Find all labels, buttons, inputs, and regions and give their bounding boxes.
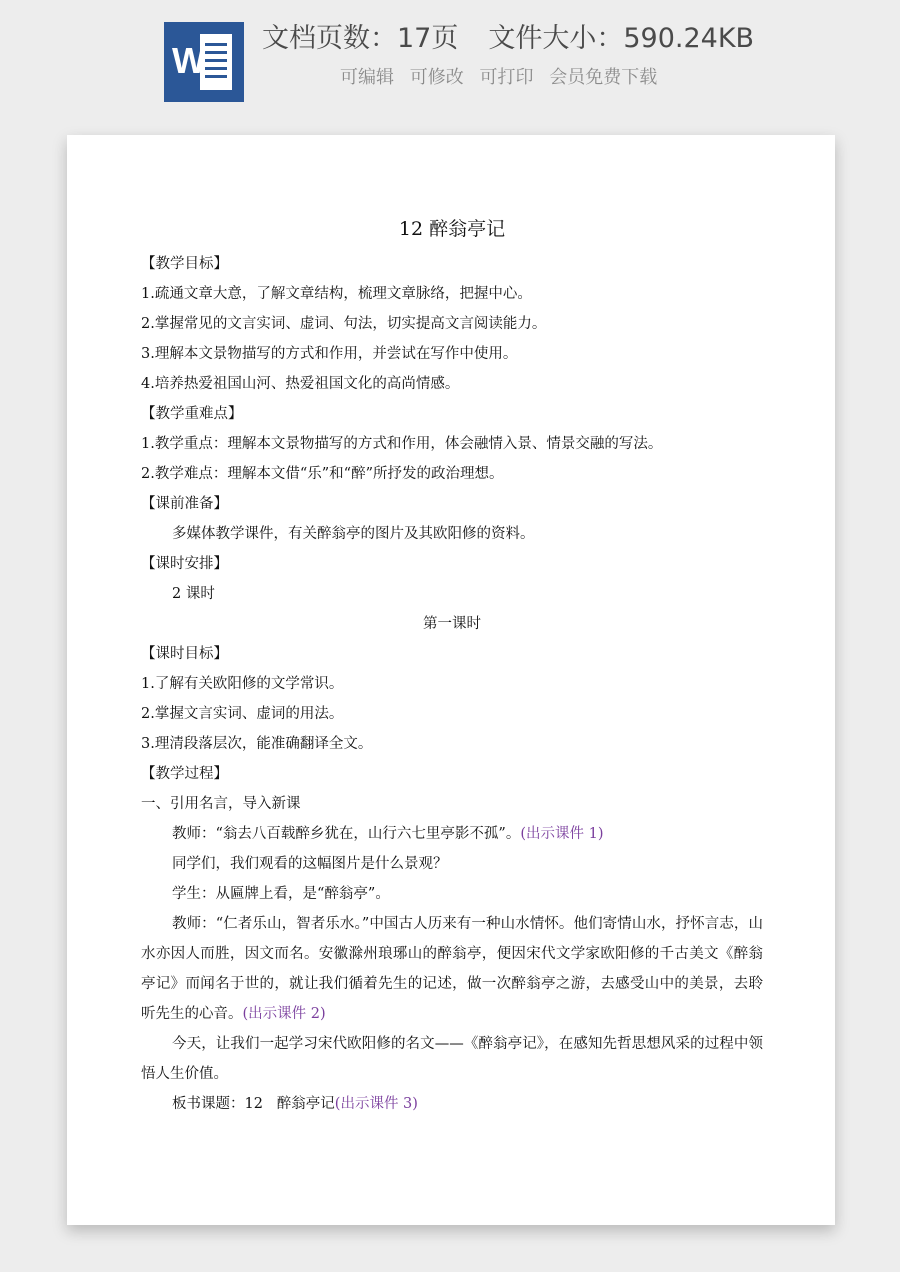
- word-document-icon: [164, 22, 244, 102]
- page-count-label: 文档页数：17页: [262, 23, 459, 54]
- lesson-goal-item: 1.了解有关欧阳修的文学常识。: [141, 676, 344, 692]
- section-heading-lesson-goals: 【课时目标】: [141, 646, 228, 662]
- section-heading-preparation: 【课前准备】: [141, 496, 228, 512]
- feature-modifiable: 可修改: [409, 67, 464, 88]
- goal-item: 1.疏通文章大意，了解文章结构，梳理文章脉络，把握中心。: [141, 286, 532, 302]
- paragraph-text: 今天，让我们一起学习宋代欧阳修的名文——《醉翁亭记》，在感知先哲思想风采的过程中领悟人生价值。: [141, 1036, 763, 1082]
- preparation-text: 多媒体教学课件，有关醉翁亭的图片及其欧阳修的资料。: [172, 526, 535, 542]
- paragraph: [141, 1029, 763, 1089]
- courseware-note: (出示课件 1): [520, 826, 604, 842]
- lesson-goal-item: 2.掌握文言实词、虚词的用法。: [141, 706, 344, 722]
- word-icon-letter: W: [172, 40, 206, 81]
- paragraph-text: 同学们，我们观看的这幅图片是什么景观？: [172, 856, 448, 872]
- paragraph: [141, 849, 763, 879]
- section-heading-schedule: 【课时安排】: [141, 556, 228, 572]
- goal-item: 4.培养热爱祖国山河、热爱祖国文化的高尚情感。: [141, 376, 460, 392]
- paragraph-text: 教师：“仁者乐山，智者乐水。”中国古人历来有一种山水情怀。他们寄情山水，抒怀言志，山水亦因人而胜，因文而名。安徽滁州琅琊山的醉翁亭，便因宋代文学家欧阳修的千古美文《醉翁亭记》而闻名于世的，就让我们循着先生的记述，做一次醉翁亭之游，去感受山中的美景，去聆听先生的心音。: [141, 916, 763, 1022]
- feature-editable: 可编辑: [340, 67, 394, 88]
- document-info-banner: [0, 0, 900, 135]
- paragraph: [141, 819, 763, 849]
- goal-item: 2.掌握常见的文言实词、虚词、句法，切实提高文言阅读能力。: [141, 316, 547, 332]
- lesson-goal-item: 3.理清段落层次，能准确翻译全文。: [141, 736, 373, 752]
- document-title: 12 醉翁亭记: [398, 218, 506, 240]
- document-page: [67, 135, 835, 1225]
- courseware-note: (出示课件 3): [334, 1096, 418, 1112]
- section-heading-key-points: 【教学重难点】: [141, 406, 243, 422]
- lesson-heading: 第一课时: [423, 616, 481, 632]
- document-body: [141, 211, 763, 1119]
- file-size-label: 文件大小：590.24KB: [488, 23, 755, 54]
- paragraph: [141, 879, 763, 909]
- courseware-note: (出示课件 2): [242, 1006, 326, 1022]
- goal-item: 3.理解本文景物描写的方式和作用，并尝试在写作中使用。: [141, 346, 518, 362]
- paragraph-text: 学生：从匾牌上看，是“醉翁亭”。: [172, 886, 390, 902]
- paragraph-text: 教师：“翁去八百载醉乡犹在，山行六七里亭影不孤”。: [172, 826, 521, 842]
- feature-list: [340, 64, 667, 92]
- process-step-heading: 一、引用名言，导入新课: [141, 796, 301, 812]
- section-heading-goals: 【教学目标】: [141, 256, 228, 272]
- file-meta: [262, 19, 754, 59]
- paragraph: [141, 909, 763, 1029]
- schedule-text: 2 课时: [172, 586, 215, 602]
- key-point-item: 1.教学重点：理解本文景物描写的方式和作用，体会融情入景、情景交融的写法。: [141, 436, 663, 452]
- feature-member-download: 会员免费下载: [549, 67, 658, 88]
- section-heading-process: 【教学过程】: [141, 766, 228, 782]
- feature-printable: 可打印: [479, 67, 534, 88]
- paragraph: [141, 1089, 763, 1119]
- paragraph-text: 板书课题：12 醉翁亭记: [172, 1096, 335, 1112]
- key-point-item: 2.教学难点：理解本文借“乐”和“醉”所抒发的政治理想。: [141, 466, 504, 482]
